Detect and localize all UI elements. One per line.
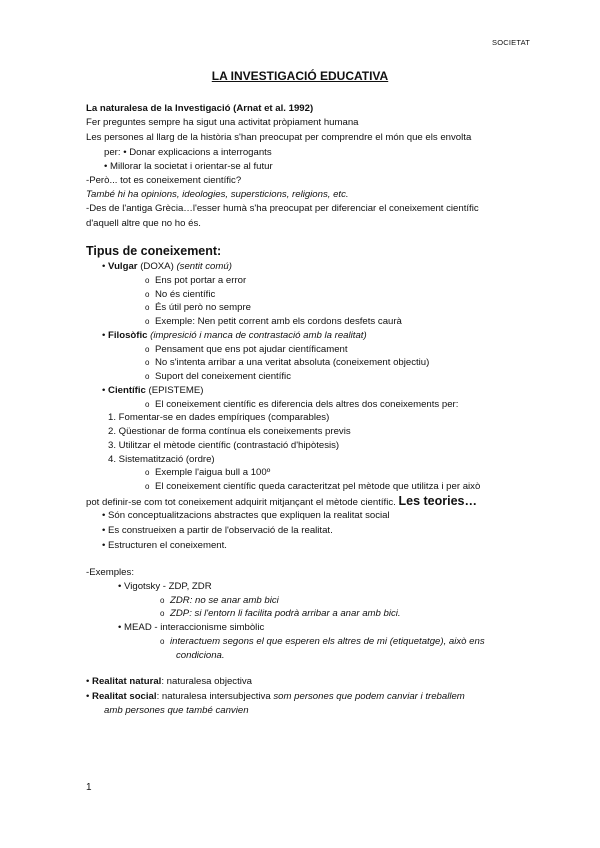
teories-item [102,525,333,537]
per-item-text: Donar explicacions a interrogants [129,147,272,158]
teories-heading: Les teories… [398,494,478,508]
intro-line: Les persones al llarg de la història s'han preocupat per comprendre el món que els envolta [86,132,472,143]
realitat-social-continuation: amb persones que també canvien [104,705,249,716]
circle-bullet-icon: o [145,317,150,326]
vulgar-doxa: (DOXA) [137,261,177,272]
exemple-vigotsky [118,581,212,593]
teories-item [102,510,390,522]
teories-item [102,540,227,552]
running-header: SOCIETAT [492,38,530,47]
type-filosofic [102,330,367,342]
list-item-text: Suport del coneixement científic [155,371,291,382]
exemple-mead [118,622,264,634]
bullet: • [86,676,90,687]
list-item-text: El coneixement científic queda caracteritzat pel mètode que utilitza i per això [155,481,481,492]
section-heading-naturalesa: La naturalesa de la Investigació (Arnat et al. 1992) [86,103,314,114]
list-item-text: Pensament que ens pot ajudar científicament [155,344,348,355]
list-item [160,636,485,648]
realitat-social-label: Realitat social [92,691,157,702]
list-item [145,467,270,479]
exemple-text: Vigotsky - ZDP, ZDR [124,581,212,592]
bullet: • [118,622,122,633]
list-item [145,289,215,301]
list-item [145,302,251,314]
type-vulgar [102,261,232,273]
bullet: • [123,147,127,158]
list-item [160,608,401,620]
circle-bullet-icon: o [145,400,150,409]
list-item-continuation: condiciona. [176,650,225,661]
teories-item-text: Es construeixen a partir de l'observació de la realitat. [108,525,333,536]
list-item [160,595,279,607]
page-title: LA INVESTIGACIÓ EDUCATIVA [211,69,389,83]
circle-bullet-icon: o [145,303,150,312]
teories-item-text: Estructuren el coneixement. [108,540,227,551]
bullet: • [102,540,106,551]
italic-line: També hi ha opinions, ideologies, supersticions, religions, etc. [86,189,349,200]
type-cientific [102,385,203,397]
list-item-text: No és científic [155,289,216,300]
list-item-text: Ens pot portar a error [155,275,247,286]
list-item-text: El coneixement científic es diferencia dels altres dos coneixements per: [155,399,459,410]
bullet: • [118,581,122,592]
circle-bullet-icon: o [160,609,165,618]
numbered-item: 1. Fomentar-se en dades empíriques (comparables) [108,412,330,423]
realitat-social-text: : naturalesa intersubjectiva [156,691,274,702]
circle-bullet-icon: o [160,637,165,646]
list-item-text: Exemple: Nen petit corrent amb els cordons desfets caurà [155,316,402,327]
bullet: • [104,161,108,172]
exemples-heading: -Exemples: [86,567,134,578]
list-item [145,399,458,411]
circle-bullet-icon: o [145,276,150,285]
numbered-item: 3. Utilitzar el mètode científic (contrastació d'hipòtesis) [108,440,340,451]
cientific-episteme: (EPISTEME) [145,385,204,396]
intro-line: Fer preguntes sempre ha sigut una activitat pròpiament humana [86,117,359,128]
circle-bullet-icon: o [145,358,150,367]
realitat-natural [86,676,252,688]
list-item [145,357,429,369]
list-item-text: No s'intenta arribar a una veritat absoluta (coneixement objectiu) [155,357,430,368]
realitat-natural-label: Realitat natural [92,676,162,687]
vulgar-label: Vulgar [108,261,138,272]
list-item [145,371,291,383]
circle-bullet-icon: o [145,468,150,477]
list-item-text: És útil però no sempre [155,302,251,313]
numbered-item: 2. Qüestionar de forma contínua els coneixements previs [108,426,351,437]
numbered-item: 4. Sistematització (ordre) [108,454,215,465]
filosofic-label: Filosòfic [108,330,148,341]
filosofic-note: (impresició i manca de contrastació amb la realitat) [150,330,367,341]
question-line: -Però... tot es coneixement científic? [86,175,242,186]
list-item-text: interactuem segons el que esperen els altres de mi (etiquetatge), això ens [170,636,485,647]
bullet: • [102,510,106,521]
bullet: • [102,385,106,396]
list-item-text: Exemple l'aigua bull a 100º [155,467,271,478]
per-item [104,161,273,173]
list-item [145,344,348,356]
vulgar-note: (sentit comú) [176,261,232,272]
circle-bullet-icon: o [145,372,150,381]
per-item [104,147,272,159]
circle-bullet-icon: o [145,345,150,354]
list-item-text: ZDP: si l'entorn li facilita podrà arribar a anar amb bici. [170,608,401,619]
list-item [145,481,480,493]
section-heading-tipus: Tipus de coneixement: [86,244,222,258]
bullet: • [102,525,106,536]
definir-line [86,495,477,509]
bullet: • [102,330,106,341]
cientific-label: Científic [108,385,146,396]
realitat-social [86,691,465,703]
list-item [145,275,246,287]
bullet: • [86,691,90,702]
greece-line: d'aquell altre que no ho és. [86,218,201,229]
circle-bullet-icon: o [160,596,165,605]
bullet: • [102,261,106,272]
list-item-text: ZDR: no se anar amb bici [170,595,279,606]
circle-bullet-icon: o [145,482,150,491]
greece-line: -Des de l'antiga Grècia…l'esser humà s'ha preocupat per diferenciar el coneixement científic [86,203,479,214]
realitat-social-note: som persones que podem canviar i treballem [273,691,465,702]
teories-item-text: Són conceptualitzacions abstractes que expliquen la realitat social [108,510,390,521]
per-item-text: Millorar la societat i orientar-se al futur [110,161,273,172]
per-label: per: [104,147,121,158]
exemple-text: MEAD - interaccionisme simbòlic [124,622,265,633]
realitat-natural-text: : naturalesa objectiva [161,676,253,687]
page-number: 1 [86,782,92,793]
circle-bullet-icon: o [145,290,150,299]
list-item [145,316,402,328]
definir-text: pot definir-se com tot coneixement adquirit mitjançant el mètode científic. [86,497,396,508]
